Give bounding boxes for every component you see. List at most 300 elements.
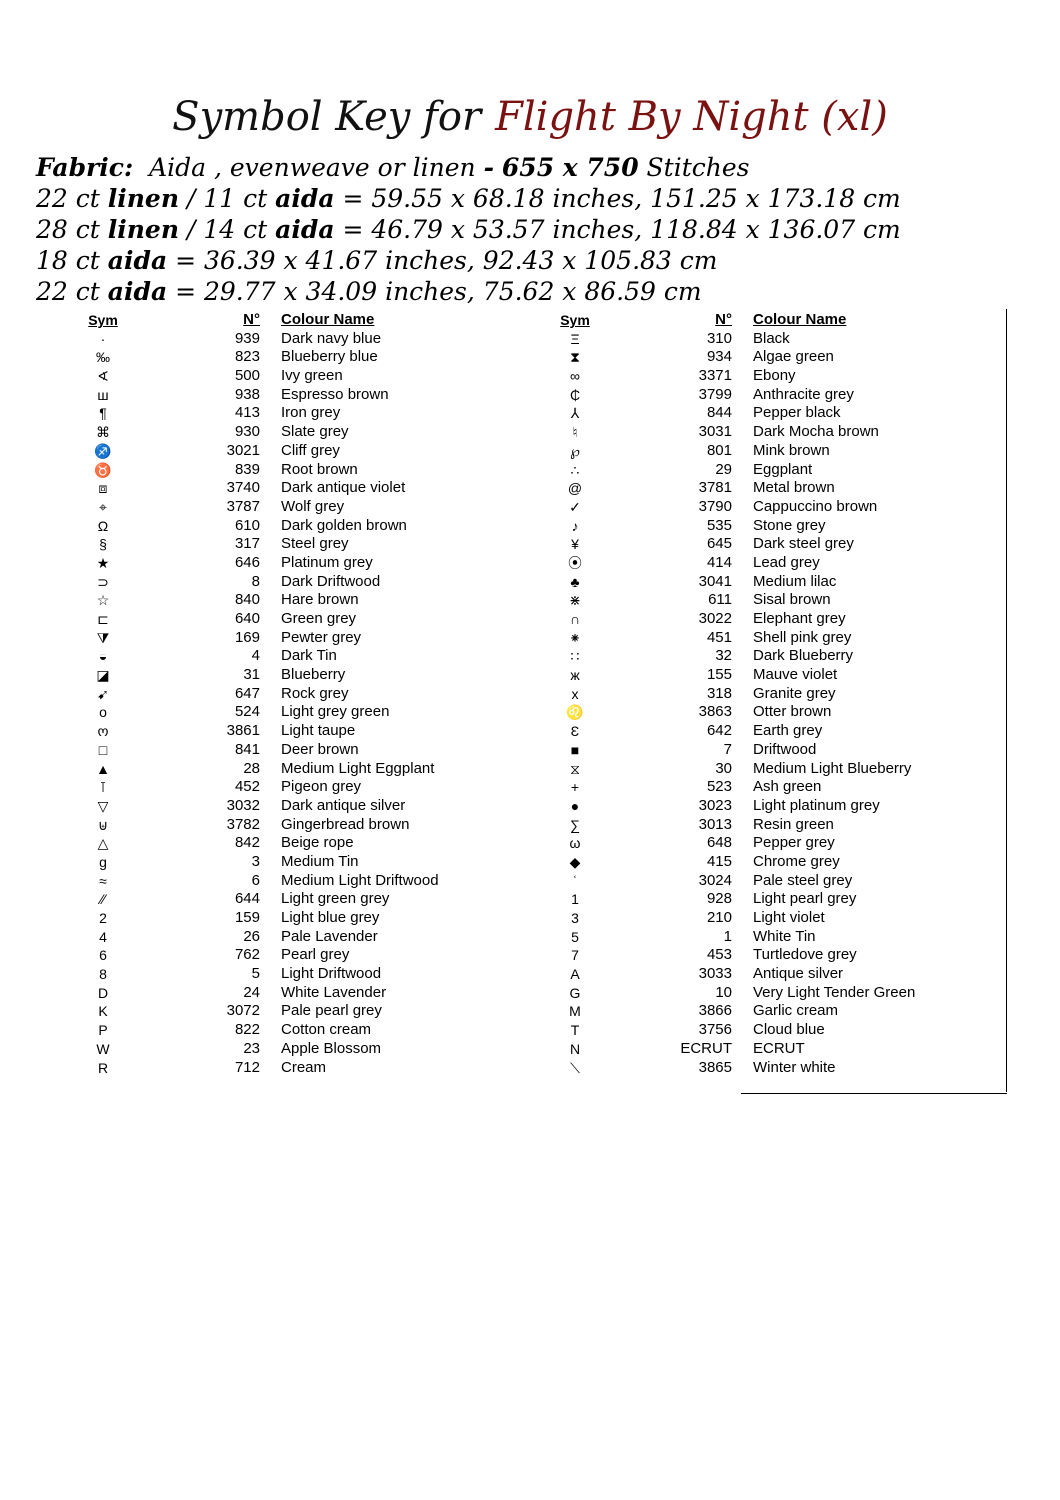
- table-row: [70, 348, 540, 367]
- size-count: 22 ct: [36, 277, 100, 306]
- table-row: [542, 498, 1012, 517]
- symbol-cell: Ω: [97, 517, 109, 534]
- symbol-cell: ⧗: [570, 349, 580, 366]
- size-fabric: aida: [107, 277, 168, 306]
- number-cell: 535: [706, 516, 732, 534]
- number-cell: 452: [234, 778, 260, 796]
- colour-name-cell: Blueberry blue: [281, 348, 378, 366]
- symbol-cell: G: [569, 984, 581, 1001]
- table-row: [70, 535, 540, 554]
- size-dimensions: = 36.39 x 41.67 inches, 92.43 x 105.83 cm: [175, 246, 718, 275]
- symbol-cell: 6: [99, 947, 107, 964]
- size-count: 18 ct: [36, 246, 100, 275]
- symbol-cell: ➹: [97, 685, 109, 702]
- symbol-cell: □: [98, 741, 108, 758]
- symbol-cell: ¥: [571, 536, 579, 553]
- table-row: [542, 965, 1012, 984]
- rows-left: [70, 330, 540, 1078]
- colour-name-cell: Elephant grey: [753, 610, 846, 627]
- colour-name-cell: Dark steel grey: [753, 535, 854, 553]
- number-cell: 3790: [698, 497, 732, 515]
- header-colour-name: Colour Name: [281, 311, 375, 328]
- colour-name-cell: Otter brown: [753, 703, 832, 721]
- table-row: [542, 610, 1012, 629]
- symbol-cell: ♣: [570, 573, 580, 590]
- colour-name-cell: Medium Light Driftwood: [281, 871, 439, 889]
- symbol-cell: ∷: [570, 648, 580, 665]
- table-row: [70, 666, 540, 685]
- number-cell: 1: [723, 927, 732, 945]
- table-row: [542, 797, 1012, 816]
- number-cell: 317: [234, 535, 260, 553]
- colour-name-cell: Anthracite grey: [753, 385, 854, 403]
- table-row: [70, 816, 540, 835]
- number-cell: 10: [715, 983, 732, 1001]
- colour-name-cell: Pigeon grey: [281, 778, 362, 796]
- number-cell: 844: [706, 404, 732, 422]
- symbol-table-right: [542, 311, 1012, 1077]
- colour-name-cell: Mink brown: [753, 441, 830, 459]
- number-cell: 29: [715, 460, 732, 478]
- number-cell: 3863: [698, 703, 732, 721]
- symbol-cell: @: [567, 480, 583, 497]
- table-row: [542, 1059, 1012, 1078]
- symbol-cell: ■: [570, 741, 580, 758]
- table-row: [542, 722, 1012, 741]
- symbol-cell: T: [570, 1022, 580, 1039]
- number-cell: 23: [243, 1039, 260, 1057]
- symbol-cell: ო: [97, 723, 109, 740]
- number-cell: 928: [706, 890, 732, 908]
- colour-name-cell: Dark antique silver: [281, 796, 406, 814]
- table-row: [70, 1040, 540, 1059]
- symbol-cell: K: [98, 1003, 108, 1020]
- number-cell: 841: [234, 740, 260, 758]
- number-cell: 646: [234, 553, 260, 571]
- table-row: [70, 610, 540, 629]
- stitches-word: Stitches: [646, 153, 750, 182]
- symbol-cell: ₵: [569, 386, 581, 403]
- colour-name-cell: Ivy green: [281, 367, 343, 385]
- number-cell: 801: [706, 441, 732, 459]
- table-border-right: [1006, 309, 1007, 1092]
- number-cell: 210: [706, 909, 732, 926]
- table-row: [70, 797, 540, 816]
- symbol-cell: 4: [99, 928, 107, 945]
- number-cell: 930: [234, 423, 260, 441]
- number-cell: 310: [706, 329, 732, 347]
- colour-name-cell: Mauve violet: [753, 666, 838, 684]
- table-row: [70, 629, 540, 648]
- table-row: [70, 965, 540, 984]
- symbol-cell: N: [569, 1040, 581, 1057]
- table-row: [542, 703, 1012, 722]
- symbol-cell: ◒: [98, 648, 108, 665]
- size-line: [36, 276, 1036, 307]
- header-sym: Sym: [560, 312, 590, 328]
- symbol-cell: ⌘: [96, 424, 110, 441]
- colour-name-cell: Gingerbread brown: [281, 815, 410, 833]
- symbol-cell: ω: [569, 835, 581, 852]
- number-cell: 644: [234, 890, 260, 908]
- symbol-cell: ♮: [572, 424, 578, 441]
- table-row: [542, 984, 1012, 1003]
- number-cell: 3787: [226, 497, 260, 515]
- symbol-cell: o: [99, 704, 107, 721]
- number-cell: 3031: [698, 423, 732, 441]
- colour-name-cell: Green grey: [281, 610, 357, 627]
- stitch-count: 655 x 750: [501, 153, 639, 182]
- colour-name-cell: ECRUT: [753, 1039, 805, 1057]
- colour-name-cell: Pepper grey: [753, 834, 835, 852]
- symbol-cell: ⦿: [568, 554, 582, 571]
- number-cell: 3032: [226, 796, 260, 814]
- colour-name-cell: Steel grey: [281, 535, 349, 553]
- symbol-cell: 1: [571, 891, 579, 908]
- number-cell: 3021: [226, 441, 260, 459]
- symbol-cell: ⁕: [569, 629, 581, 646]
- table-row: [542, 872, 1012, 891]
- colour-name-cell: Light pearl grey: [753, 890, 857, 908]
- symbol-cell: ⧖: [570, 760, 580, 777]
- number-cell: 451: [706, 628, 732, 646]
- table-row: [542, 591, 1012, 610]
- colour-name-cell: Winter white: [753, 1058, 836, 1076]
- number-cell: 500: [234, 367, 260, 385]
- colour-name-cell: Cloud blue: [753, 1021, 825, 1039]
- pattern-name: Flight By Night (xl): [495, 94, 888, 140]
- size-fabric: aida: [107, 246, 168, 275]
- symbol-cell: ⟍: [570, 1059, 580, 1076]
- number-cell: 934: [706, 348, 732, 366]
- number-cell: 823: [234, 348, 260, 366]
- table-row: [70, 834, 540, 853]
- table-row: [70, 722, 540, 741]
- size-fabric: aida: [275, 215, 335, 244]
- number-cell: 3865: [698, 1058, 732, 1076]
- colour-name-cell: Eggplant: [753, 460, 813, 478]
- size-dimensions: = 29.77 x 34.09 inches, 75.62 x 86.59 cm: [175, 277, 702, 306]
- symbol-cell: §: [99, 536, 107, 553]
- table-row: [70, 554, 540, 573]
- colour-name-cell: Light blue grey: [281, 909, 380, 926]
- symbol-cell: ʿ: [572, 872, 578, 889]
- symbol-cell: ∩: [569, 611, 581, 627]
- table-row: [542, 853, 1012, 872]
- colour-name-cell: Shell pink grey: [753, 628, 852, 646]
- number-cell: 842: [234, 834, 260, 852]
- number-cell: 3781: [698, 479, 732, 497]
- number-cell: 159: [234, 909, 260, 926]
- symbol-cell: ⅄: [570, 405, 580, 422]
- table-row: [542, 816, 1012, 835]
- colour-name-cell: Deer brown: [281, 740, 359, 758]
- number-cell: 3799: [698, 385, 732, 403]
- size-fabric: linen: [107, 184, 180, 213]
- number-cell: 938: [234, 385, 260, 403]
- fabric-info: [36, 152, 1036, 307]
- symbol-cell: ℘: [570, 442, 580, 459]
- table-row: [70, 423, 540, 442]
- symbol-cell: M: [569, 1003, 581, 1020]
- table-row: [70, 872, 540, 891]
- number-cell: 939: [234, 329, 260, 347]
- colour-name-cell: Dark antique violet: [281, 479, 406, 497]
- number-cell: 8: [251, 572, 260, 590]
- size-count: 14 ct: [203, 215, 268, 244]
- number-cell: 3: [251, 852, 260, 870]
- number-cell: 3013: [698, 815, 732, 833]
- colour-name-cell: Dark golden brown: [281, 516, 407, 534]
- colour-name-cell: Dark navy blue: [281, 329, 382, 347]
- number-cell: 3072: [226, 1002, 260, 1020]
- symbol-cell: P: [98, 1022, 108, 1039]
- number-cell: 155: [706, 666, 732, 684]
- colour-name-cell: White Lavender: [281, 983, 387, 1001]
- number-cell: 6: [251, 871, 260, 889]
- colour-name-cell: Light platinum grey: [753, 796, 880, 814]
- number-cell: 453: [706, 946, 732, 964]
- size-dimensions: = 59.55 x 68.18 inches, 151.25 x 173.18 cm: [342, 184, 901, 213]
- symbol-cell: ⊏: [97, 611, 109, 627]
- colour-name-cell: Blueberry: [281, 666, 346, 684]
- number-cell: 28: [243, 759, 260, 777]
- symbol-cell: ¶: [99, 405, 107, 422]
- number-cell: 3041: [698, 572, 732, 590]
- colour-name-cell: Medium Light Eggplant: [281, 759, 435, 777]
- symbol-cell: A: [570, 966, 580, 983]
- table-row: [542, 442, 1012, 461]
- colour-name-cell: Hare brown: [281, 591, 359, 609]
- table-row: [542, 685, 1012, 704]
- size-count: 22 ct: [36, 184, 100, 213]
- symbol-cell: ♐: [94, 442, 112, 459]
- number-cell: 414: [706, 553, 732, 571]
- colour-name-cell: Chrome grey: [753, 852, 840, 870]
- colour-name-cell: Stone grey: [753, 516, 826, 534]
- colour-name-cell: Cliff grey: [281, 441, 340, 459]
- symbol-cell: ⧩: [96, 629, 110, 646]
- size-slash: /: [186, 215, 196, 244]
- symbol-cell: ·: [100, 330, 106, 347]
- symbol-cell: x: [571, 685, 579, 702]
- header-colour-name: Colour Name: [753, 311, 847, 328]
- colour-name-cell: Light violet: [753, 909, 825, 926]
- colour-name-cell: Platinum grey: [281, 553, 373, 571]
- number-cell: 3861: [226, 722, 260, 740]
- table-row: [542, 535, 1012, 554]
- symbol-cell: ⊺: [99, 779, 107, 796]
- colour-name-cell: Beige rope: [281, 834, 354, 852]
- number-cell: 5: [251, 965, 260, 983]
- table-row: [70, 461, 540, 480]
- colour-name-cell: Pale steel grey: [753, 871, 853, 889]
- colour-name-cell: White Tin: [753, 927, 816, 945]
- symbol-cell: Ɛ: [570, 723, 580, 740]
- symbol-cell: ⋇: [569, 592, 581, 609]
- number-cell: 839: [234, 460, 260, 478]
- colour-name-cell: Medium lilac: [753, 572, 837, 590]
- colour-name-cell: Dark Blueberry: [753, 647, 854, 665]
- colour-name-cell: Pale Lavender: [281, 927, 378, 945]
- number-cell: 3782: [226, 815, 260, 833]
- symbol-cell: ∴: [570, 461, 580, 478]
- symbol-cell: 5: [571, 928, 579, 945]
- table-row: [542, 404, 1012, 423]
- table-row: [542, 666, 1012, 685]
- colour-name-cell: Cream: [281, 1058, 327, 1076]
- table-row: [542, 1040, 1012, 1059]
- colour-name-cell: Light green grey: [281, 890, 390, 908]
- table-row: [542, 461, 1012, 480]
- colour-name-cell: Dark Tin: [281, 647, 337, 665]
- symbol-cell: ◆: [569, 853, 581, 870]
- colour-name-cell: Pepper black: [753, 404, 841, 422]
- symbol-cell: ⌖: [99, 498, 107, 515]
- table-row: [542, 348, 1012, 367]
- table-row: [542, 629, 1012, 648]
- number-cell: 3371: [698, 367, 732, 385]
- symbol-cell: ♪: [571, 517, 579, 534]
- number-cell: 712: [234, 1058, 260, 1076]
- symbol-cell: ◪: [96, 667, 110, 684]
- header-sym: Sym: [88, 312, 118, 328]
- size-count: 11 ct: [203, 184, 268, 213]
- colour-name-cell: Ash green: [753, 778, 822, 796]
- symbol-cell: ▲: [96, 760, 110, 777]
- table-row: [542, 367, 1012, 386]
- table-row: [70, 386, 540, 405]
- symbol-cell: R: [97, 1059, 109, 1076]
- symbol-cell: Ξ: [570, 330, 580, 347]
- symbol-cell: ж: [570, 667, 580, 684]
- number-cell: 645: [706, 535, 732, 553]
- colour-name-cell: Driftwood: [753, 740, 817, 758]
- number-cell: 3866: [698, 1002, 732, 1020]
- colour-name-cell: Antique silver: [753, 965, 844, 983]
- symbol-cell: ∑: [570, 816, 580, 833]
- colour-name-cell: Black: [753, 329, 790, 347]
- table-row: [542, 928, 1012, 947]
- colour-name-cell: Slate grey: [281, 423, 349, 441]
- table-row: [70, 367, 540, 386]
- symbol-cell: g: [99, 853, 107, 870]
- symbol-cell: 3: [571, 910, 579, 926]
- number-cell: 31: [243, 666, 260, 684]
- table-row: [542, 517, 1012, 536]
- table-row: [70, 1021, 540, 1040]
- table-row: [542, 946, 1012, 965]
- colour-name-cell: Sisal brown: [753, 591, 831, 609]
- table-row: [70, 1059, 540, 1078]
- table-row: [70, 984, 540, 1003]
- size-fabric: linen: [107, 215, 180, 244]
- table-row: [542, 330, 1012, 349]
- table-row: [542, 741, 1012, 760]
- size-line: [36, 214, 1036, 245]
- table-row: [70, 741, 540, 760]
- number-cell: 3022: [698, 610, 732, 627]
- colour-name-cell: Pearl grey: [281, 946, 350, 964]
- table-row: [70, 517, 540, 536]
- colour-name-cell: Wolf grey: [281, 497, 345, 515]
- colour-name-cell: Granite grey: [753, 684, 836, 702]
- size-dimensions: = 46.79 x 53.57 inches, 118.84 x 136.07 cm: [342, 215, 901, 244]
- colour-name-cell: Apple Blossom: [281, 1039, 382, 1057]
- symbol-cell: ‰: [96, 349, 110, 366]
- symbol-cell: W: [96, 1040, 110, 1057]
- table-row: [70, 853, 540, 872]
- colour-name-cell: Earth grey: [753, 722, 823, 740]
- colour-name-cell: Cotton cream: [281, 1021, 372, 1039]
- symbol-cell: ⁄⁄: [100, 891, 106, 908]
- table-row: [70, 573, 540, 592]
- symbol-cell: ★: [96, 554, 110, 571]
- colour-name-cell: Iron grey: [281, 404, 341, 422]
- colour-name-cell: Very Light Tender Green: [753, 983, 916, 1001]
- table-row: [542, 909, 1012, 928]
- table-row: [70, 498, 540, 517]
- table-row: [70, 946, 540, 965]
- header-num: N°: [715, 311, 732, 328]
- table-row: [542, 834, 1012, 853]
- table-row: [70, 442, 540, 461]
- table-row: [70, 1002, 540, 1021]
- table-row: [70, 647, 540, 666]
- symbol-cell: △: [97, 835, 109, 852]
- symbol-cell: ✓: [569, 498, 581, 515]
- size-fabric: aida: [275, 184, 335, 213]
- number-cell: 647: [234, 684, 260, 702]
- table-row: [542, 890, 1012, 909]
- number-cell: 648: [706, 834, 732, 852]
- fabric-label: Fabric:: [36, 153, 134, 182]
- colour-name-cell: Medium Light Blueberry: [753, 759, 912, 777]
- table-row: [70, 685, 540, 704]
- colour-name-cell: Light grey green: [281, 703, 390, 721]
- symbol-cell: ♌: [566, 704, 584, 721]
- number-cell: 24: [243, 983, 260, 1001]
- table-row: [542, 479, 1012, 498]
- number-cell: 318: [706, 684, 732, 702]
- number-cell: 3740: [226, 479, 260, 497]
- number-cell: 611: [708, 591, 732, 609]
- number-cell: 822: [234, 1021, 260, 1039]
- colour-name-cell: Ebony: [753, 367, 796, 385]
- colour-name-cell: Resin green: [753, 815, 834, 833]
- number-cell: 3023: [698, 796, 732, 814]
- symbol-cell: ●: [570, 797, 580, 814]
- table-row: [542, 573, 1012, 592]
- symbol-cell: ≈: [99, 872, 107, 889]
- colour-name-cell: Rock grey: [281, 684, 349, 702]
- table-row: [70, 890, 540, 909]
- symbol-cell: ▽: [97, 797, 109, 814]
- size-line: [36, 245, 1036, 276]
- colour-name-cell: Espresso brown: [281, 385, 389, 403]
- table-row: [542, 386, 1012, 405]
- number-cell: 610: [234, 516, 260, 534]
- fabric-line: [36, 152, 1036, 183]
- number-cell: 7: [723, 740, 732, 758]
- symbol-cell: ⊃: [97, 573, 109, 590]
- colour-name-cell: Pewter grey: [281, 628, 362, 646]
- size-slash: /: [186, 184, 196, 213]
- symbol-cell: D: [97, 984, 109, 1001]
- size-count: 28 ct: [36, 215, 100, 244]
- fabric-types: Aida , evenweave or linen: [149, 153, 476, 182]
- page-title: [0, 92, 1060, 142]
